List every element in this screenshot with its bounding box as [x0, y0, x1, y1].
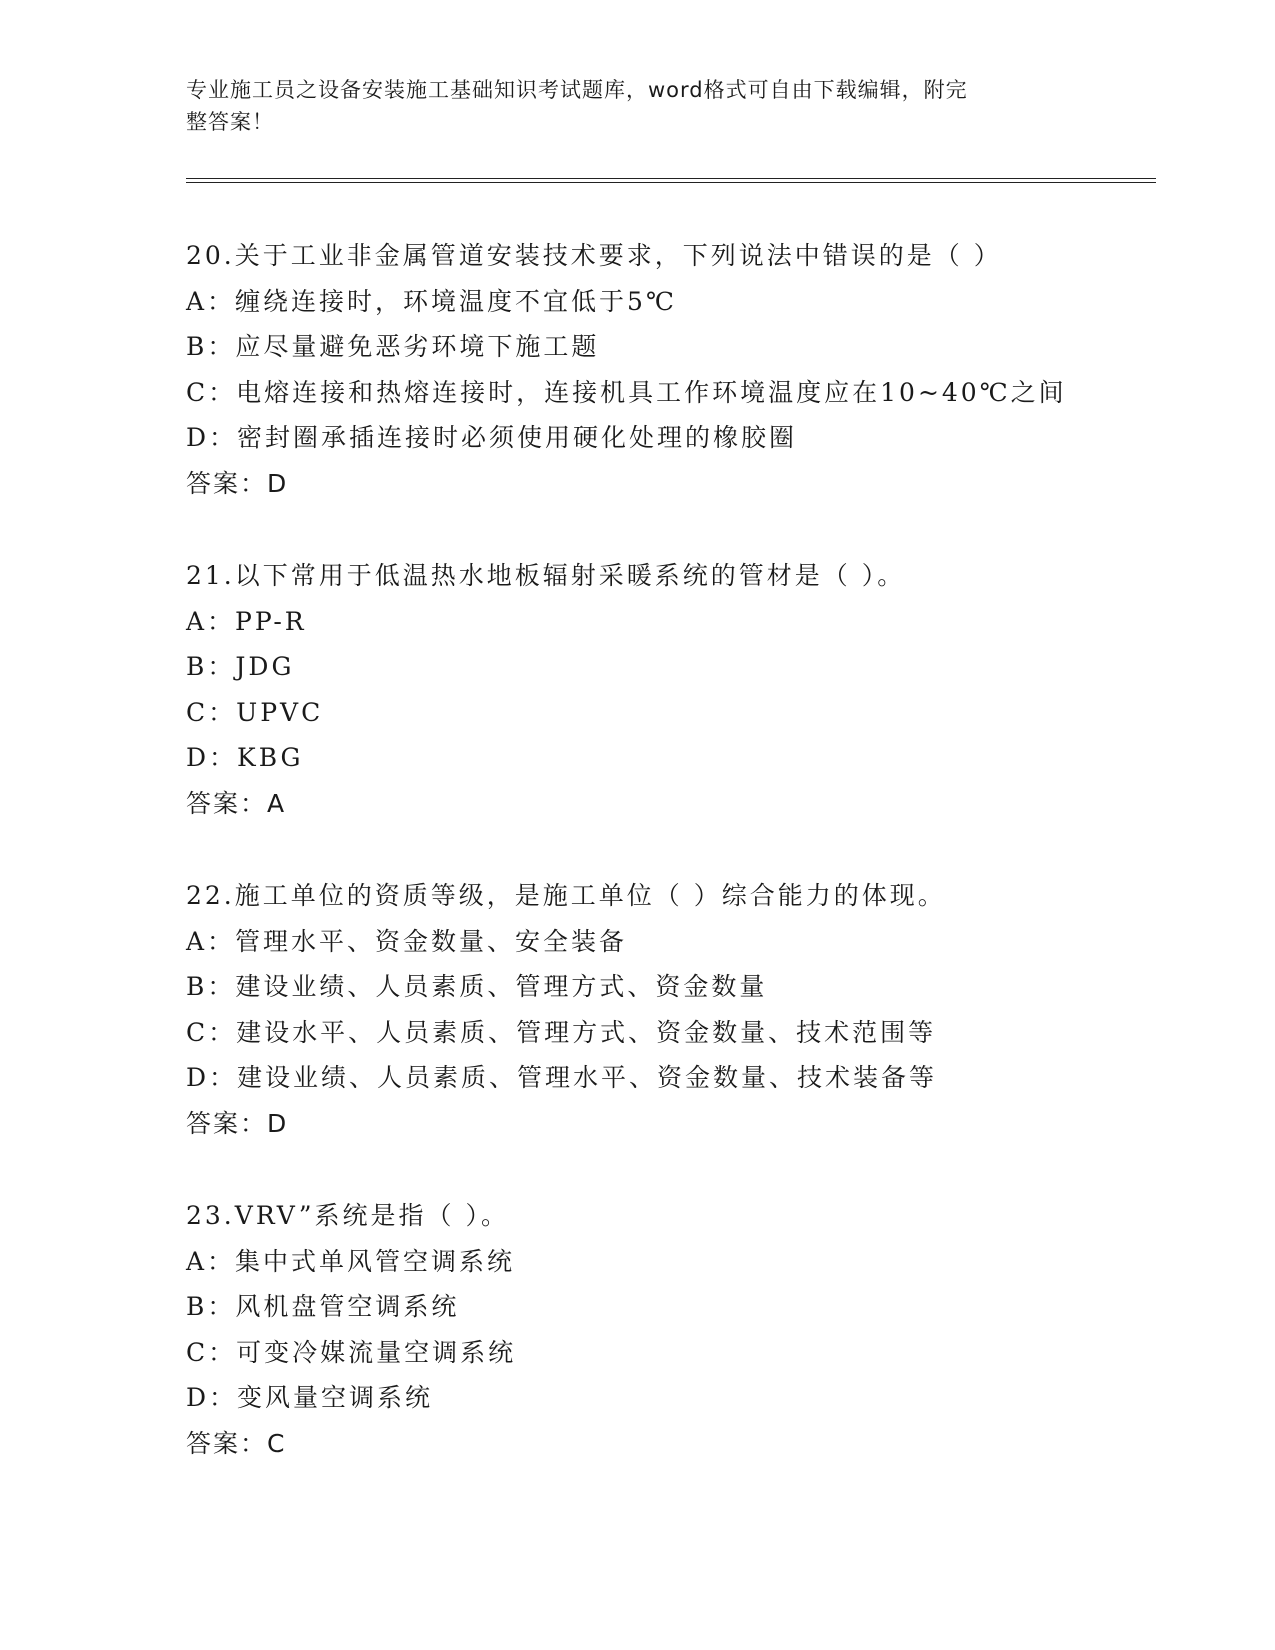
option-a: A：管理水平、资金数量、安全装备	[186, 926, 628, 956]
question-20	[186, 233, 1146, 506]
header-line-1: 专业施工员之设备安装施工基础知识考试题库，word格式可自由下载编辑，附完	[186, 78, 968, 102]
option-c: C：建设水平、人员素质、管理方式、资金数量、技术范围等	[186, 1017, 937, 1047]
option-c: C：UPVC	[186, 697, 324, 727]
option-c: C：电熔连接和热熔连接时，连接机具工作环境温度应在10~40℃之间	[186, 377, 1067, 407]
answer-text: 答案：D	[186, 468, 289, 498]
option-a: A：PP-R	[186, 606, 307, 636]
answer-text: 答案：D	[186, 1108, 289, 1138]
option-c: C：可变冷媒流量空调系统	[186, 1337, 517, 1367]
option-b: B：风机盘管空调系统	[186, 1292, 460, 1321]
question-stem: 20.关于工业非金属管道安装技术要求，下列说法中错误的是（ ）	[186, 241, 1002, 270]
header-divider-bottom	[186, 182, 1156, 183]
option-a: A：集中式单风管空调系统	[186, 1246, 516, 1276]
header-line-2: 整答案！	[186, 110, 274, 134]
document-header	[186, 74, 1066, 138]
option-d: D：密封圈承插连接时必须使用硬化处理的橡胶圈	[186, 423, 798, 452]
question-21	[186, 553, 1146, 826]
question-stem: 21.以下常用于低温热水地板辐射采暖系统的管材是（ ）。	[186, 561, 906, 590]
option-d: D：建设业绩、人员素质、管理水平、资金数量、技术装备等	[186, 1063, 938, 1092]
option-b: B：建设业绩、人员素质、管理方式、资金数量	[186, 972, 768, 1001]
option-b: B：应尽量避免恶劣环境下施工题	[186, 332, 600, 361]
option-b: B：JDG	[186, 652, 295, 681]
answer-text: 答案：C	[186, 1428, 287, 1458]
question-22	[186, 873, 1146, 1146]
question-stem: 23.VRV”系统是指（ ）。	[186, 1201, 509, 1230]
question-23	[186, 1193, 1146, 1466]
option-d: D：KBG	[186, 743, 304, 772]
header-divider-top	[186, 178, 1156, 179]
answer-text: 答案：A	[186, 788, 287, 818]
question-stem: 22.施工单位的资质等级，是施工单位（ ）综合能力的体现。	[186, 881, 946, 910]
option-a: A：缠绕连接时，环境温度不宜低于5℃	[186, 286, 677, 316]
option-d: D：变风量空调系统	[186, 1383, 434, 1412]
